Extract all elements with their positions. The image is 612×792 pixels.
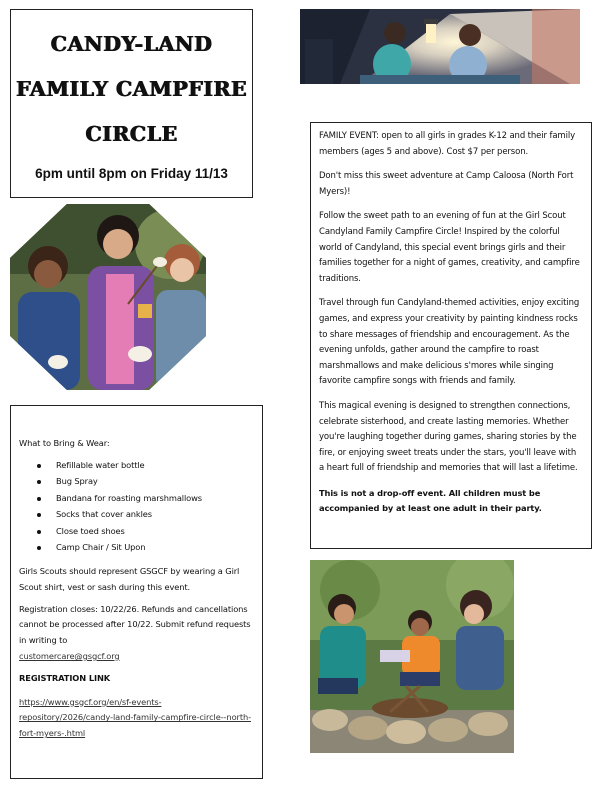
registration-note xyxy=(19,602,254,665)
event-title-line-1: CANDY-LAND xyxy=(50,32,213,56)
campfire-building-photo xyxy=(310,560,514,753)
tent-lantern-photo xyxy=(300,9,580,84)
registration-note-text: Registration closes: 10/22/26. Refunds and cancellations cannot be processed after 10/22. Submit refund requests in writing to xyxy=(19,603,251,646)
bring-list xyxy=(19,458,254,556)
event-time: 6pm until 8pm on Friday 11/13 xyxy=(35,166,228,181)
customer-care-email-link[interactable]: customercare@gsgcf.org xyxy=(19,651,120,661)
event-purpose: This magical evening is designed to strengthen connections, celebrate sisterhood, and create lasting memories. Whether you're laughing together during games, sharing stories by the fire, or enjoying sweet treats under the stars, you'll leave with a heart full of friendship and memories that will last a lifetime. xyxy=(319,400,578,474)
bring-item: Refillable water bottle xyxy=(19,458,254,474)
event-intro-text: open to all girls in grades K-12 and their family members (ages 5 and above). Cost $7 per person. xyxy=(319,131,575,157)
bring-item: Camp Chair / Sit Upon xyxy=(19,540,254,556)
event-title-line-2: FAMILY CAMPFIRE xyxy=(15,77,248,101)
event-location: Don't miss this sweet adventure at Camp Caloosa (North Fort Myers)! xyxy=(319,171,574,197)
registration-link[interactable]: https://www.gsgcf.org/en/sf-events-repository/2026/candy-land-family-campfire-circle--north-fort-myers-.html xyxy=(19,696,251,739)
uniform-note: Girls Scouts should represent GSGCF by wearing a Girl Scout shirt, vest or sash during this event. xyxy=(19,566,240,592)
event-intro xyxy=(319,129,583,160)
drop-off-notice: This is not a drop-off event. All children must be accompanied by at least one adult in their party. xyxy=(319,487,542,514)
event-details-box xyxy=(310,122,592,549)
registration-link-label: REGISTRATION LINK xyxy=(19,672,111,683)
event-title-line-3: CIRCLE xyxy=(85,122,178,146)
event-description: Follow the sweet path to an evening of fun at the Girl Scout Candyland Family Campfire Circle! Inspired by the colorful world of Candyland, this special event brings girls and their families together for a night of games, creativity, and campfire traditions. xyxy=(319,211,580,284)
bring-item: Bug Spray xyxy=(19,474,254,490)
bring-item: Close toed shoes xyxy=(19,524,254,540)
event-activities: Travel through fun Candyland-themed activities, enjoy exciting games, and express your creativity by painting kindness rocks to share messages of friendship and encouragement. As the evening unfolds, gather around the campfire to roast marshmallows and make delicious s'mores while singing favorite campfire songs with friends and family. xyxy=(319,298,580,387)
smores-girls-photo xyxy=(10,204,206,390)
bring-heading: What to Bring & Wear: xyxy=(19,438,110,448)
bring-item: Bandana for roasting marshmallows xyxy=(19,491,254,507)
what-to-bring-box xyxy=(10,405,263,779)
bring-item: Socks that cover ankles xyxy=(19,507,254,523)
title-box xyxy=(10,9,253,198)
event-intro-label: FAMILY EVENT: xyxy=(319,131,379,141)
